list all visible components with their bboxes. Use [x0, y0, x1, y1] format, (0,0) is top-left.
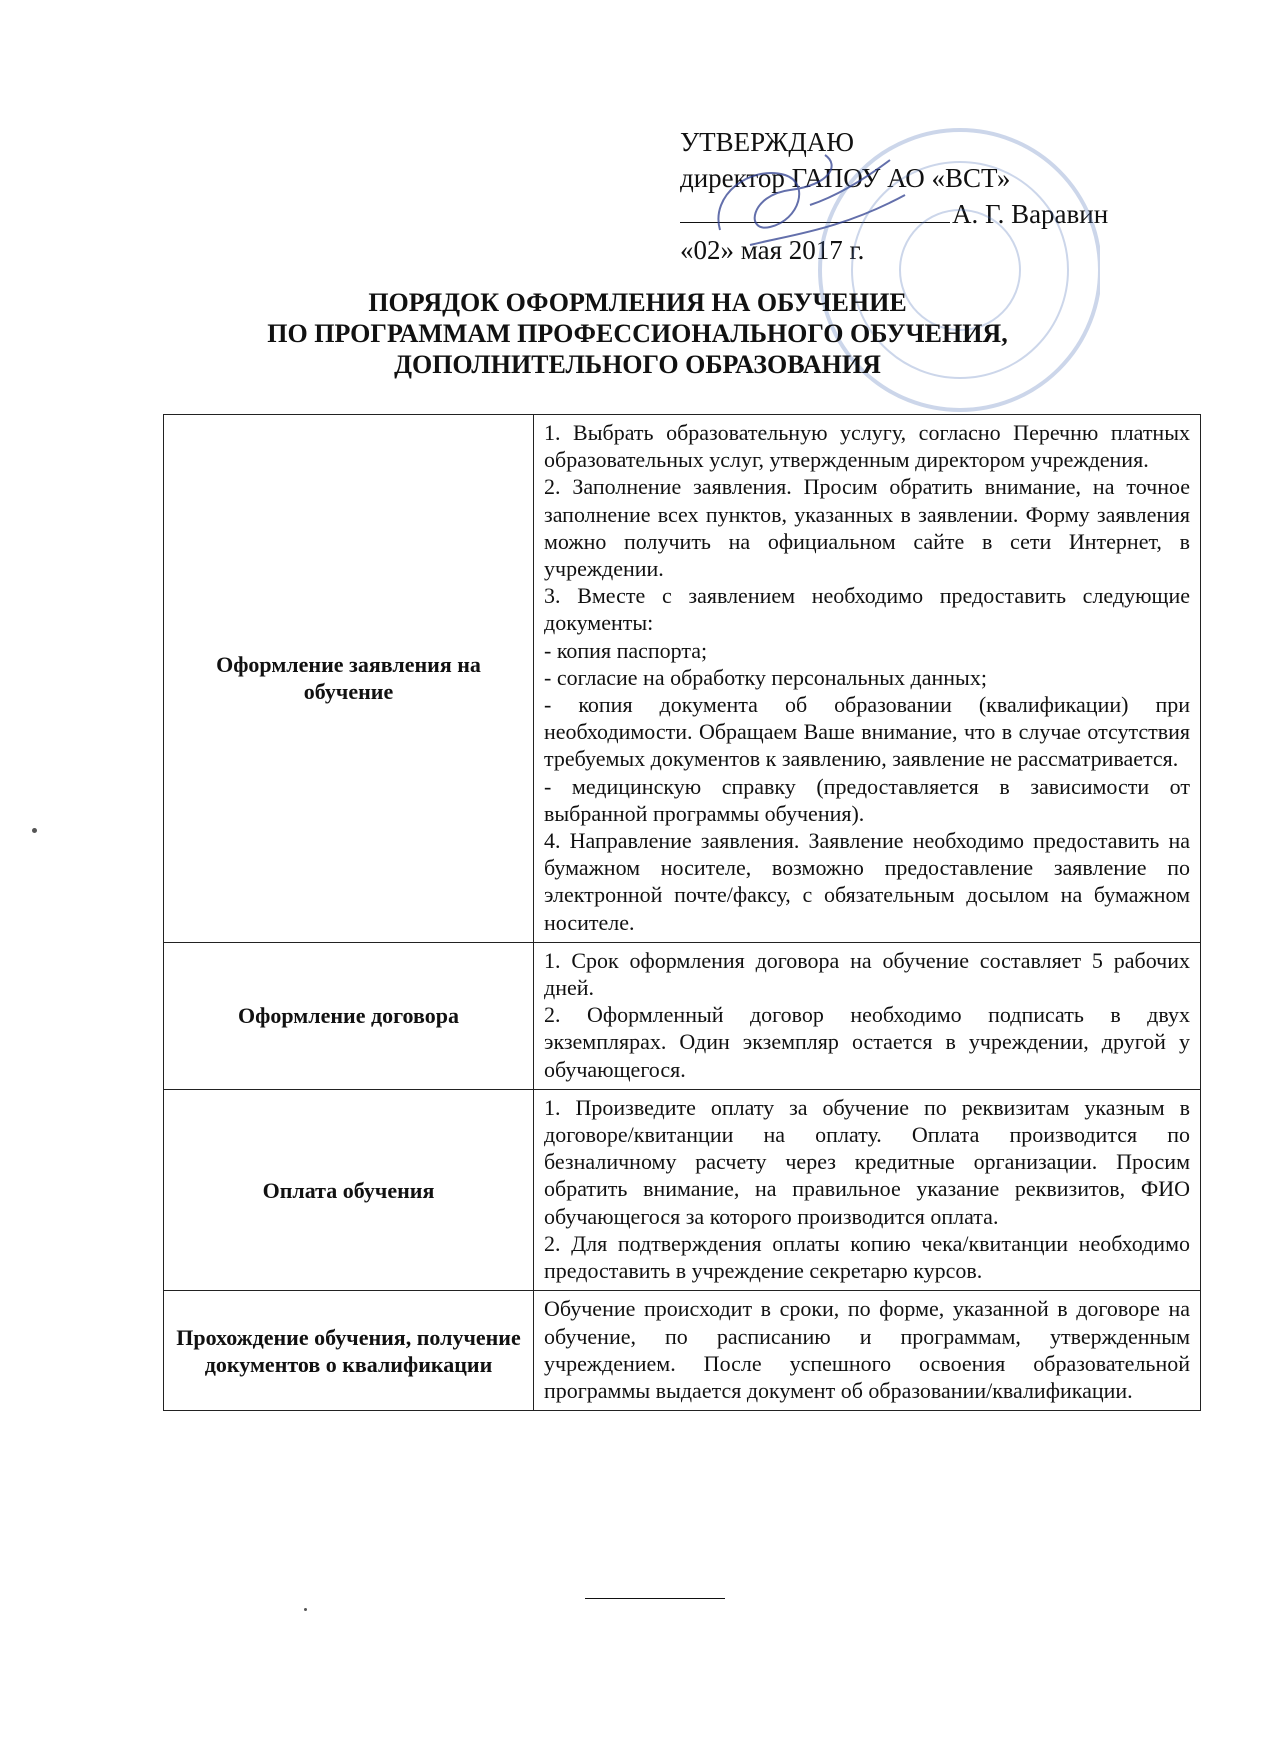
approver-position: директор ГАПОУ АО «ВСТ» [680, 163, 1011, 193]
title-line-3: ДОПОЛНИТЕЛЬНОГО ОБРАЗОВАНИЯ [394, 350, 881, 379]
stage-cell: Прохождение обучения, получение документов о квалификации [164, 1291, 534, 1411]
description-paragraph: 3. Вместе с заявлением необходимо предоставить следующие документы: [544, 583, 1190, 636]
description-paragraph: Обучение происходит в сроки, по форме, указанной в договоре на обучение, по расписанию и программам, утвержденным учреждением. После успешного освоения образовательной программы выдается документ об образовании/квалификации. [544, 1296, 1190, 1403]
table-row [164, 415, 1201, 943]
description-cell [534, 942, 1201, 1089]
description-paragraph: 2. Оформленный договор необходимо подписать в двух экземплярах. Один экземпляр остается в учреждении, другой у обучающегося. [544, 1002, 1190, 1082]
stage-cell: Оформление заявления на обучение [164, 415, 534, 943]
description-paragraph: 1. Выбрать образовательную услугу, согласно Перечню платных образовательных услуг, утвержденным директором учреждения. [544, 420, 1190, 473]
table-row [164, 1291, 1201, 1411]
description-paragraph: 1. Срок оформления договора на обучение составляет 5 рабочих дней. [544, 947, 1190, 1001]
approval-date: «02» мая 2017 г. [680, 235, 865, 265]
scan-speck [32, 828, 37, 833]
bottom-rule [585, 1598, 725, 1599]
approval-label: УТВЕРЖДАЮ [680, 127, 855, 157]
description-paragraph: 1. Произведите оплату за обучение по реквизитам указным в договоре/квитанции на оплату. Оплата производится по безналичному расчету через кредитные организации. Просим обратить внимание, на правильное указание реквизитов, ФИО обучающегося за которого производится оплата. [544, 1094, 1190, 1229]
title-line-1: ПОРЯДОК ОФОРМЛЕНИЯ НА ОБУЧЕНИЕ [368, 288, 907, 317]
stage-cell: Оплата обучения [164, 1089, 534, 1290]
description-paragraph: - копия документа об образовании (квалификации) при необходимости. Обращаем Ваше внимание, что в случае отсутствия требуемых документов к заявлению, заявление не рассматривается. [544, 692, 1190, 772]
document-title [0, 287, 1275, 380]
description-paragraph: 2. Заполнение заявления. Просим обратить внимание, на точное заполнение всех пунктов, указанных в заявлении. Форму заявления можно получить на официальном сайте в сети Интернет, в учреждении. [544, 474, 1190, 582]
description-cell [534, 415, 1201, 943]
description-paragraph: - медицинскую справку (предоставляется в зависимости от выбранной программы обучения). [544, 773, 1190, 826]
description-paragraph: - согласие на обработку персональных данных; [544, 664, 987, 690]
procedure-table [163, 414, 1201, 1411]
description-paragraph: - копия паспорта; [544, 637, 708, 663]
approver-name: А. Г. Варавин [952, 199, 1109, 229]
stage-cell: Оформление договора [164, 942, 534, 1089]
title-line-2: ПО ПРОГРАММАМ ПРОФЕССИОНАЛЬНОГО ОБУЧЕНИЯ, [267, 319, 1008, 348]
scan-speck [304, 1608, 307, 1611]
description-paragraph: 4. Направление заявления. Заявление необходимо предоставить на бумажном носителе, возможно предоставление заявление по электронной почте/факсу, с обязательным досылом на бумажном носителе. [544, 828, 1190, 935]
description-paragraph: 2. Для подтверждения оплаты копию чека/квитанции необходимо предоставить в учреждение секретарю курсов. [544, 1230, 1190, 1284]
table-row [164, 942, 1201, 1089]
description-cell [534, 1089, 1201, 1290]
table-row [164, 1089, 1201, 1290]
description-cell [534, 1291, 1201, 1411]
